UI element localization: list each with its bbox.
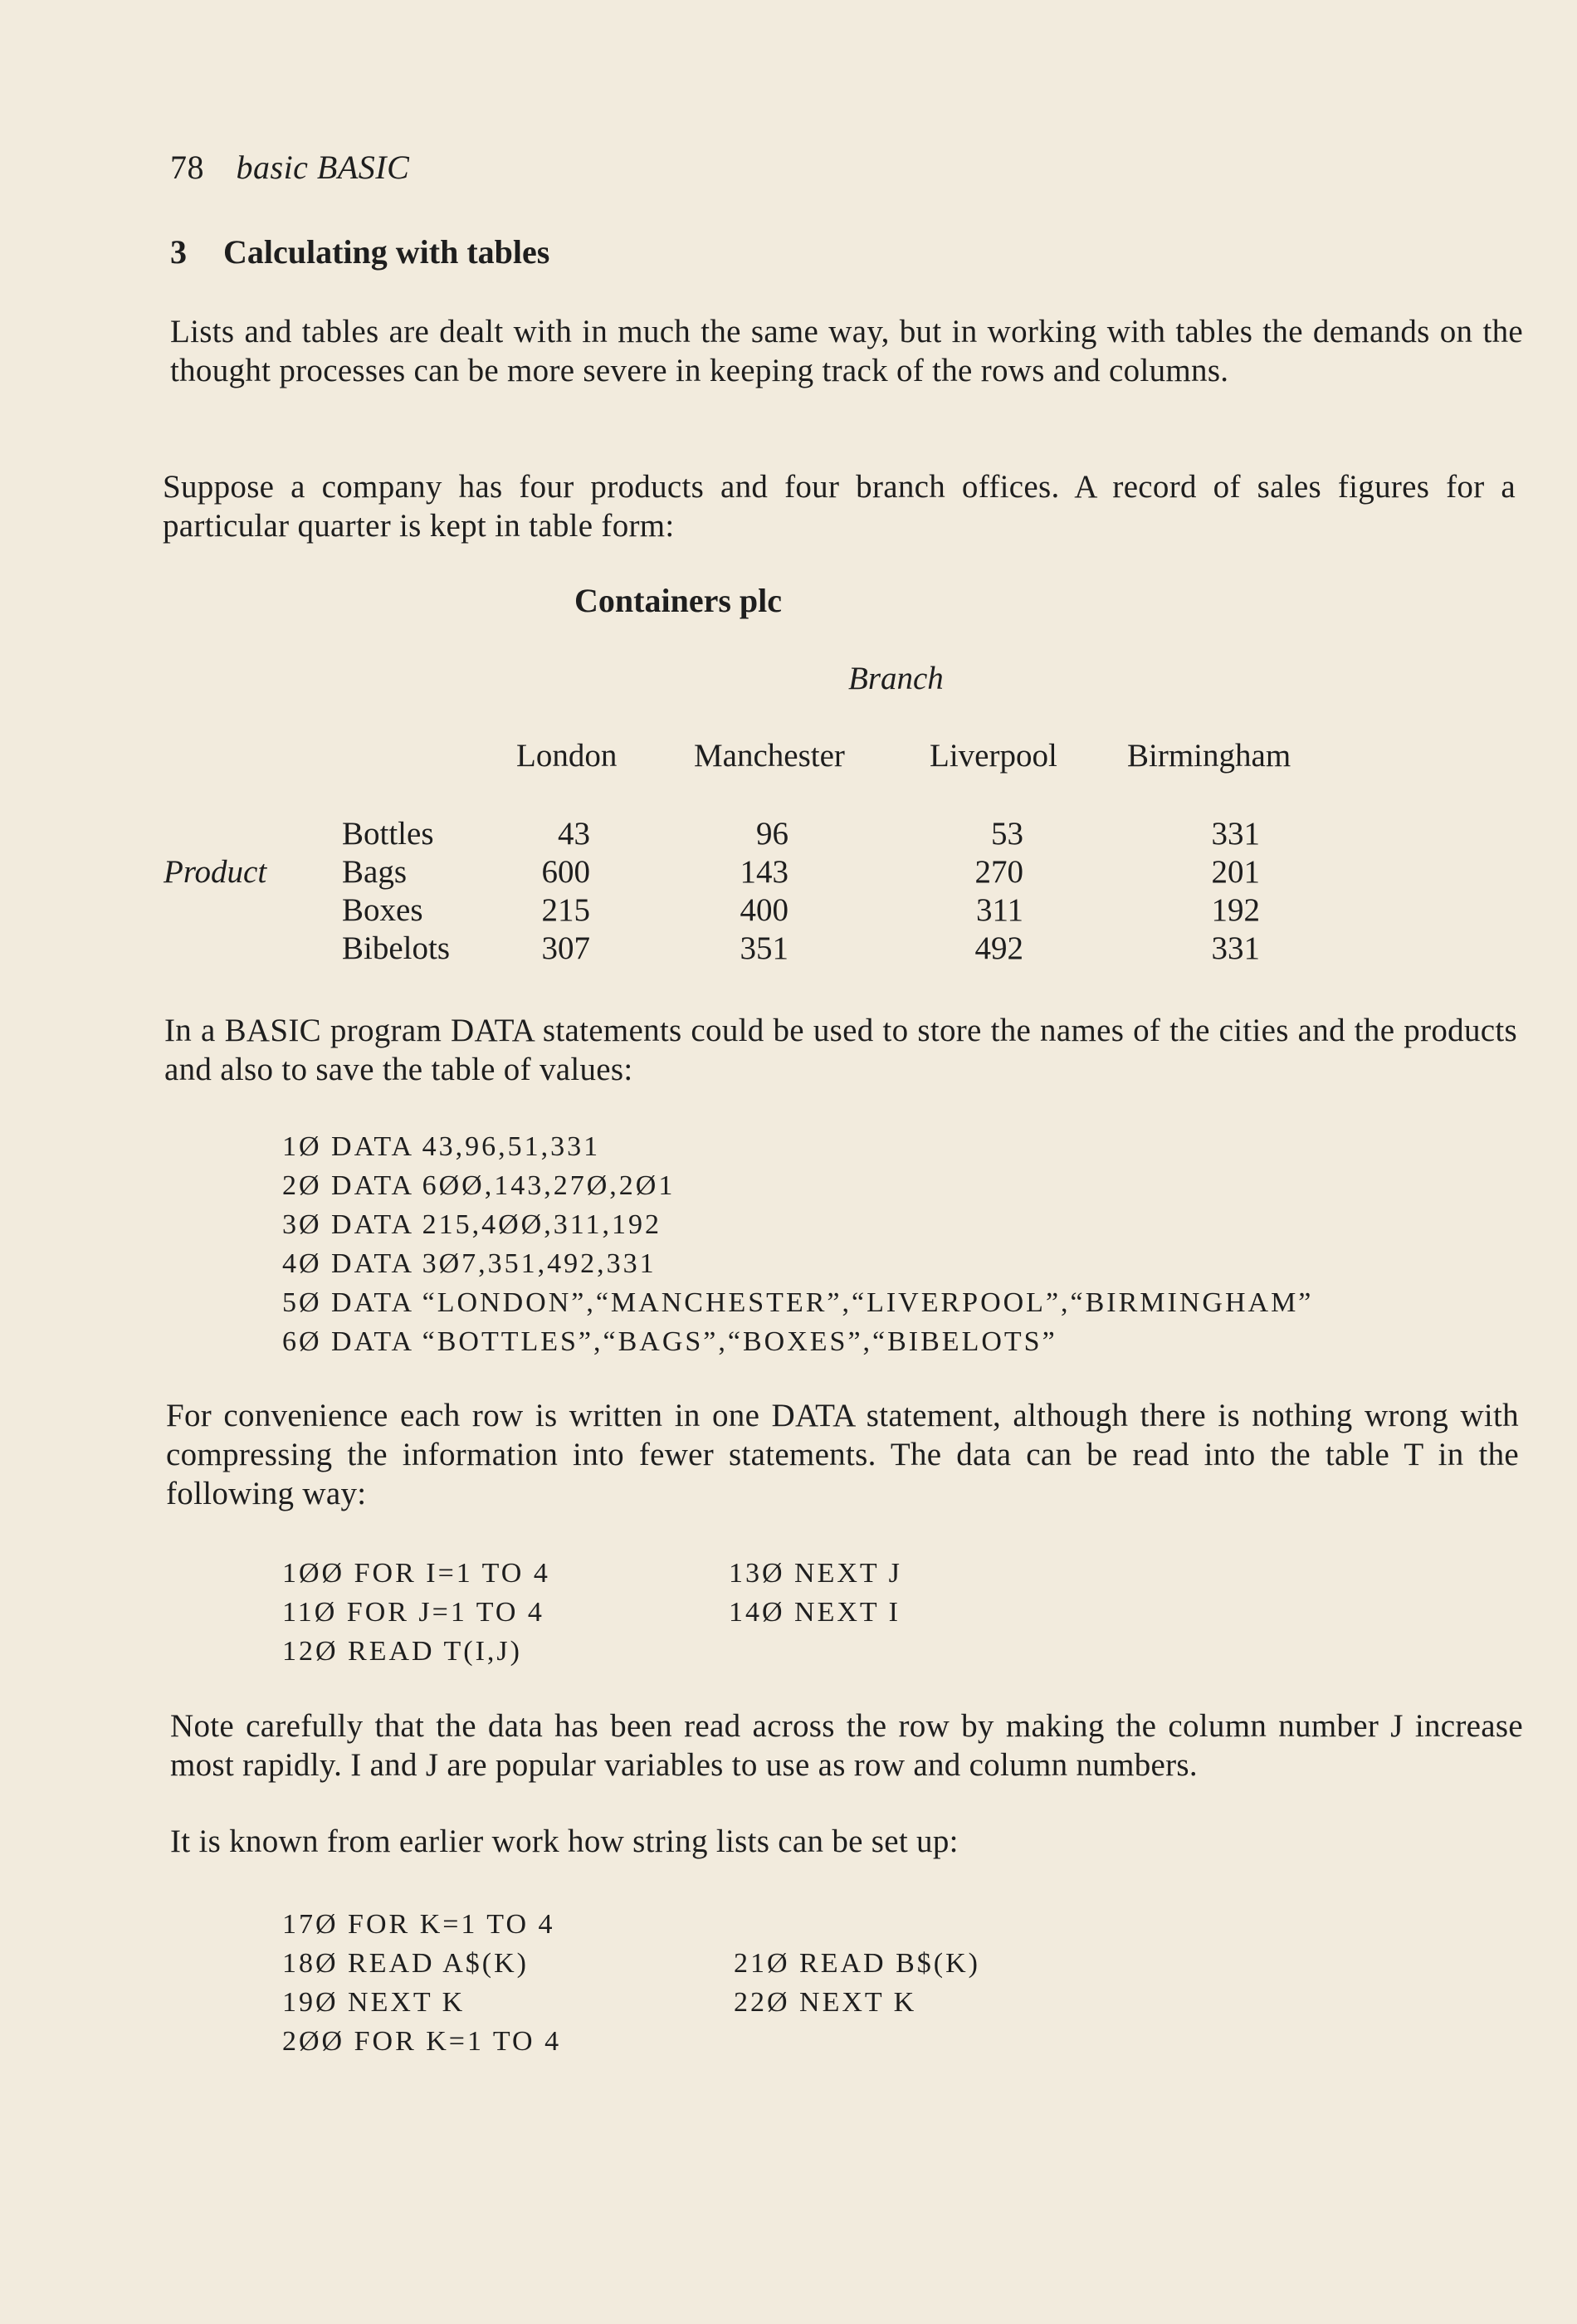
column-header-liverpool: Liverpool [930, 738, 1057, 774]
code-line: 2ØØ FOR K=1 TO 4 [282, 2026, 562, 2057]
column-header-manchester: Manchester [694, 738, 845, 774]
code-line: 5Ø DATA “LONDON”,“MANCHESTER”,“LIVERPOOL”,“BIRMINGHAM” [282, 1287, 1314, 1318]
paragraph-note: Note carefully that the data has been read across the row by making the column number J increase most rapidly. I and J are popular variables to use as row and column numbers. [170, 1708, 1523, 1783]
code-line: 12Ø READ T(I,J) [282, 1636, 522, 1667]
paragraph-company: Suppose a company has four products and four branch offices. A record of sales figures for a particular quarter is kept in table form: [163, 469, 1516, 544]
code-line: 19Ø NEXT K [282, 1987, 466, 2018]
table-cell: 96 [756, 816, 788, 852]
code-line: 4Ø DATA 3Ø7,351,492,331 [282, 1248, 657, 1279]
table-cell: 400 [740, 892, 788, 928]
paragraph-data-statements: In a BASIC program DATA statements could be used to store the names of the cities and the products and also to save the table of values: [164, 1013, 1517, 1087]
code-line: 3Ø DATA 215,4ØØ,311,192 [282, 1209, 662, 1240]
code-line: 1ØØ FOR I=1 TO 4 [282, 1558, 550, 1589]
table-cell: 201 [1211, 854, 1260, 890]
page-number: 78 [170, 149, 204, 186]
code-line: 6Ø DATA “BOTTLES”,“BAGS”,“BOXES”,“BIBELOTS” [282, 1326, 1057, 1357]
table-cell: 307 [541, 930, 590, 966]
column-header-birmingham: Birmingham [1127, 738, 1291, 774]
code-line: 18Ø READ A$(K) [282, 1948, 529, 1979]
table-title: Containers plc [574, 582, 782, 619]
paragraph-intro: Lists and tables are dealt with in much the same way, but in working with tables the demands on the thought processes can be more severe in keeping track of the rows and columns. [170, 314, 1523, 388]
paragraph-convenience: For convenience each row is written in one DATA statement, although there is nothing wrong with compressing the information into fewer statements. The data can be read into the table T in the following way: [166, 1398, 1519, 1511]
section-heading [170, 232, 549, 271]
table-cell: 311 [975, 892, 1023, 928]
table-cell: 331 [1211, 816, 1260, 852]
running-title: basic BASIC [236, 149, 410, 186]
table-cell: 43 [558, 816, 590, 852]
section-number: 3 [170, 233, 187, 271]
column-header-london: London [516, 738, 618, 774]
code-line: 17Ø FOR K=1 TO 4 [282, 1909, 555, 1940]
table-cell: 143 [740, 854, 788, 890]
table-cell: 351 [740, 930, 788, 966]
row-label-bottles: Bottles [342, 816, 434, 852]
code-line: 14Ø NEXT I [729, 1597, 901, 1628]
table-cell: 492 [974, 930, 1023, 966]
table-cell: 331 [1211, 930, 1260, 966]
product-label: Product [164, 854, 267, 890]
table-cell: 53 [991, 816, 1023, 852]
running-head [170, 148, 409, 187]
row-label-bibelots: Bibelots [342, 930, 451, 966]
branch-label: Branch [848, 661, 944, 696]
code-line: 11Ø FOR J=1 TO 4 [282, 1597, 544, 1628]
table-cell: 600 [541, 854, 590, 890]
paragraph-string-lists: It is known from earlier work how string lists can be set up: [170, 1824, 959, 1859]
code-line: 21Ø READ B$(K) [734, 1948, 980, 1979]
code-line: 13Ø NEXT J [729, 1558, 902, 1589]
table-cell: 270 [974, 854, 1023, 890]
section-title: Calculating with tables [223, 233, 550, 271]
row-label-bags: Bags [342, 854, 407, 890]
code-line: 2Ø DATA 6ØØ,143,27Ø,2Ø1 [282, 1170, 676, 1201]
code-line: 22Ø NEXT K [734, 1987, 917, 2018]
code-line: 1Ø DATA 43,96,51,331 [282, 1131, 601, 1162]
row-label-boxes: Boxes [342, 892, 423, 928]
table-cell: 192 [1211, 892, 1260, 928]
table-cell: 215 [541, 892, 590, 928]
